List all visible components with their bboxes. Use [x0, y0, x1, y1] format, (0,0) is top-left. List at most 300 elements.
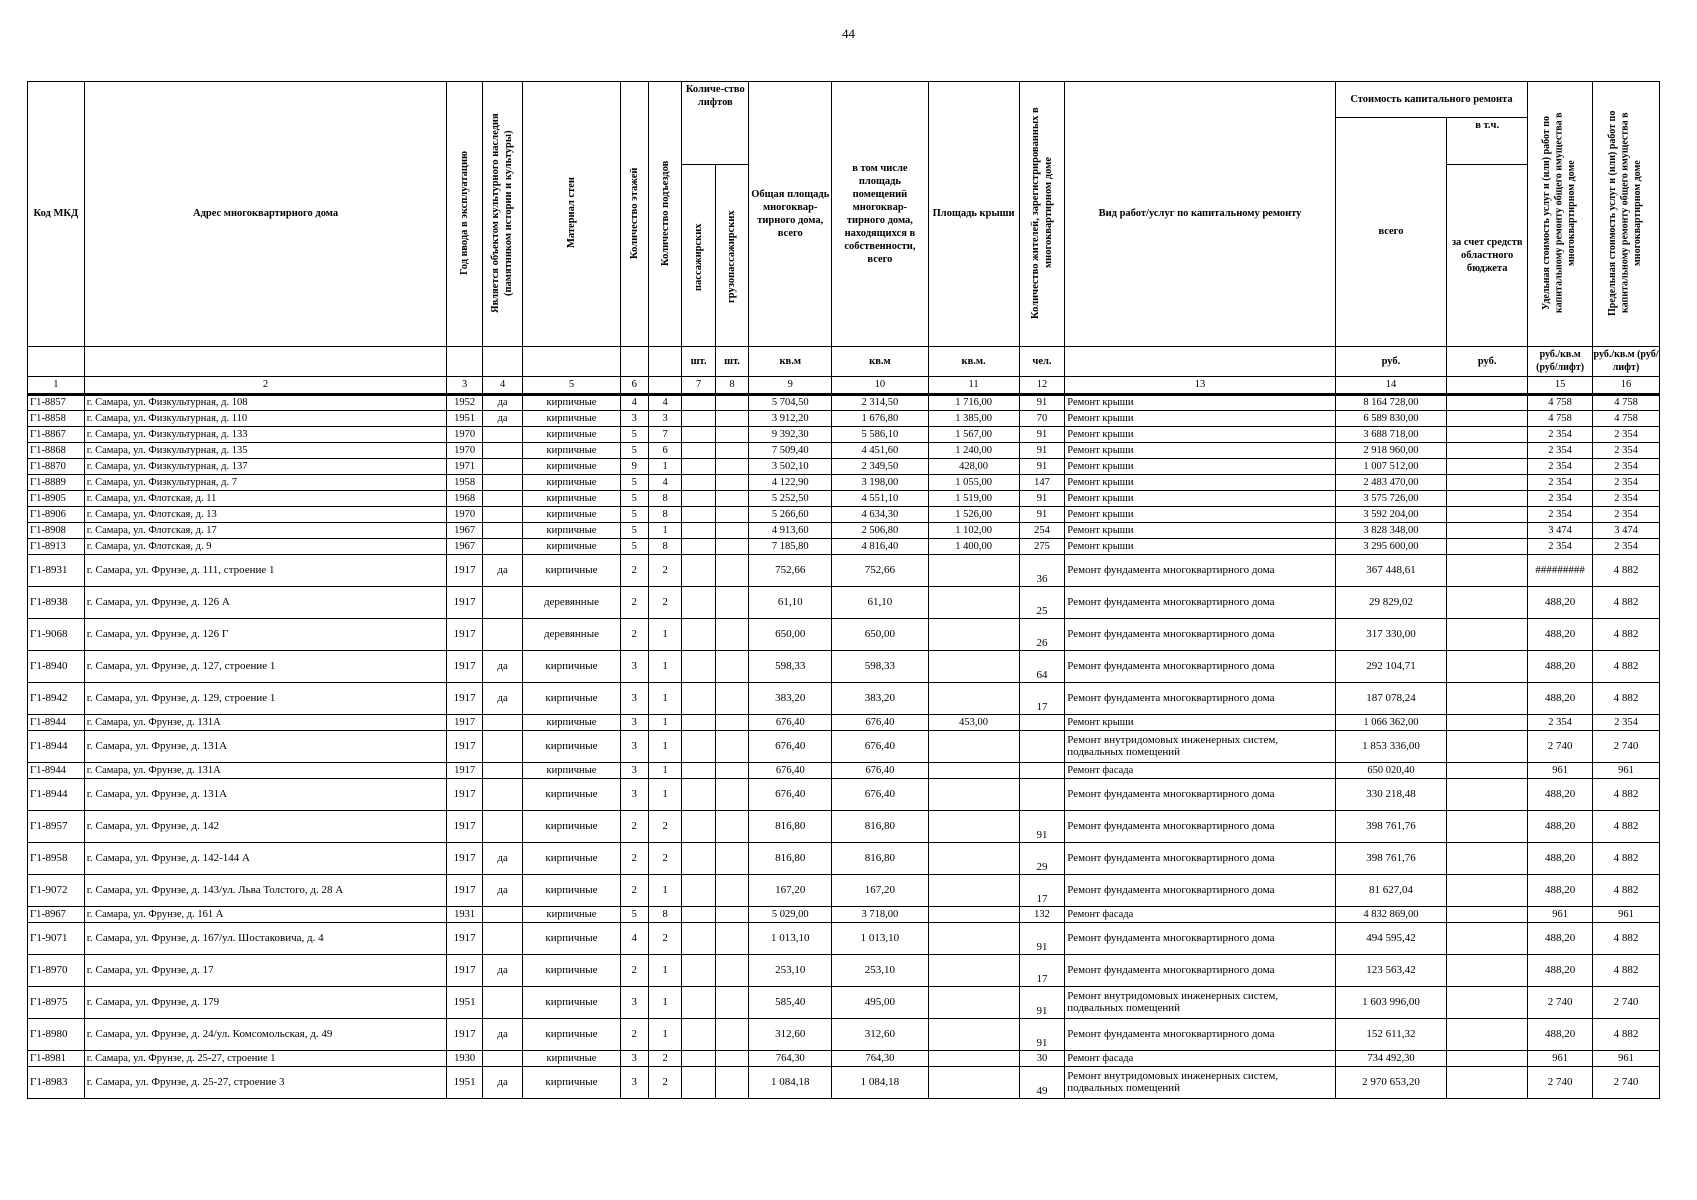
cell-address: г. Самара, ул. Фрунзе, д. 17: [84, 955, 447, 987]
table-row: [28, 507, 1660, 523]
cell-year: 1967: [447, 523, 482, 539]
cell-entrances: 1: [648, 619, 681, 651]
cell-residents: 254: [1019, 523, 1065, 539]
column-number: 4: [482, 377, 523, 395]
cell-code: Г1-8944: [28, 731, 85, 763]
cell-code: Г1-8944: [28, 715, 85, 731]
cell-limit-cost: 4 758: [1593, 411, 1660, 427]
cell-cost-total: 398 761,76: [1335, 843, 1446, 875]
table-row: [28, 459, 1660, 475]
cell-cost-total: 292 104,71: [1335, 651, 1446, 683]
cell-roof-area: [928, 555, 1019, 587]
column-number: 2: [84, 377, 447, 395]
cell-unit-cost: 488,20: [1528, 843, 1593, 875]
table-row: [28, 523, 1660, 539]
unit-roof-area: кв.м.: [928, 347, 1019, 377]
header-limit-cost: Предельная стоимость услуг и (или) работ по капитальному ремонту общего имущества в многоквартирном доме: [1593, 82, 1660, 347]
header-code: Код МКД: [28, 82, 85, 347]
cell-heritage: [482, 811, 523, 843]
cell-limit-cost: 4 758: [1593, 395, 1660, 411]
cell-lifts-freight: [715, 587, 748, 619]
cell-cost-total: 494 595,42: [1335, 923, 1446, 955]
cell-address: г. Самара, ул. Фрунзе, д. 126 Г: [84, 619, 447, 651]
cell-cost-regional: [1447, 427, 1528, 443]
cell-roof-area: [928, 683, 1019, 715]
cell-heritage: [482, 779, 523, 811]
cell-address: г. Самара, ул. Физкультурная, д. 110: [84, 411, 447, 427]
cell-heritage: [482, 923, 523, 955]
cell-limit-cost: 961: [1593, 1051, 1660, 1067]
cell-limit-cost: 4 882: [1593, 555, 1660, 587]
cell-lifts-passenger: [682, 411, 715, 427]
column-number: 16: [1593, 377, 1660, 395]
cell-code: Г1-8867: [28, 427, 85, 443]
cell-unit-cost: 2 740: [1528, 731, 1593, 763]
cell-material: деревянные: [523, 587, 620, 619]
cell-unit-cost: 3 474: [1528, 523, 1593, 539]
cell-lifts-passenger: [682, 619, 715, 651]
cell-roof-area: 1 240,00: [928, 443, 1019, 459]
cell-residents: 91: [1019, 1019, 1065, 1051]
cell-entrances: 1: [648, 459, 681, 475]
cell-heritage: [482, 427, 523, 443]
cell-heritage: да: [482, 843, 523, 875]
cell-heritage: да: [482, 1067, 523, 1099]
cell-cost-regional: [1447, 411, 1528, 427]
cell-owned-area: 752,66: [832, 555, 928, 587]
cell-owned-area: 764,30: [832, 1051, 928, 1067]
cell-cost-regional: [1447, 491, 1528, 507]
cell-entrances: 2: [648, 843, 681, 875]
cell-cost-total: 3 592 204,00: [1335, 507, 1446, 523]
cell-floors: 3: [620, 779, 648, 811]
column-number: 13: [1065, 377, 1335, 395]
unit-owned-area: кв.м: [832, 347, 928, 377]
cell-roof-area: [928, 763, 1019, 779]
cell-code: Г1-8906: [28, 507, 85, 523]
table-row: [28, 875, 1660, 907]
cell-roof-area: 1 716,00: [928, 395, 1019, 411]
table-row: [28, 1019, 1660, 1051]
cell-code: Г1-8970: [28, 955, 85, 987]
cell-limit-cost: 4 882: [1593, 875, 1660, 907]
cell-cost-regional: [1447, 619, 1528, 651]
cell-owned-area: 598,33: [832, 651, 928, 683]
cell-unit-cost: 2 354: [1528, 443, 1593, 459]
cell-cost-total: 6 589 830,00: [1335, 411, 1446, 427]
cell-address: г. Самара, ул. Фрунзе, д. 129, строение 1: [84, 683, 447, 715]
cell-work-type: Ремонт крыши: [1065, 411, 1335, 427]
cell-heritage: [482, 715, 523, 731]
cell-year: 1917: [447, 683, 482, 715]
cell-limit-cost: 4 882: [1593, 843, 1660, 875]
cell-roof-area: [928, 587, 1019, 619]
cell-unit-cost: 488,20: [1528, 587, 1593, 619]
cell-work-type: Ремонт крыши: [1065, 475, 1335, 491]
cell-lifts-freight: [715, 923, 748, 955]
cell-roof-area: [928, 779, 1019, 811]
cell-lifts-freight: [715, 875, 748, 907]
cell-unit-cost: 961: [1528, 763, 1593, 779]
cell-entrances: 1: [648, 715, 681, 731]
column-number: 7: [682, 377, 715, 395]
cell-residents: 91: [1019, 811, 1065, 843]
cell-residents: 275: [1019, 539, 1065, 555]
cell-residents: 91: [1019, 507, 1065, 523]
cell-work-type: Ремонт крыши: [1065, 491, 1335, 507]
cell-limit-cost: 4 882: [1593, 1019, 1660, 1051]
cell-cost-regional: [1447, 923, 1528, 955]
cell-year: 1951: [447, 1067, 482, 1099]
cell-cost-regional: [1447, 651, 1528, 683]
cell-address: г. Самара, ул. Физкультурная, д. 135: [84, 443, 447, 459]
table-row: [28, 587, 1660, 619]
cell-cost-regional: [1447, 1067, 1528, 1099]
cell-limit-cost: 4 882: [1593, 683, 1660, 715]
cell-roof-area: [928, 651, 1019, 683]
header-lifts-freight: грузопассажирских: [715, 165, 748, 347]
cell-cost-regional: [1447, 763, 1528, 779]
column-number: 5: [523, 377, 620, 395]
cell-year: 1951: [447, 411, 482, 427]
table-row: [28, 811, 1660, 843]
cell-roof-area: [928, 811, 1019, 843]
cell-entrances: 2: [648, 923, 681, 955]
cell-lifts-passenger: [682, 459, 715, 475]
capital-repair-table: [27, 81, 1660, 1099]
cell-floors: 4: [620, 395, 648, 411]
cell-work-type: Ремонт фундамента многоквартирного дома: [1065, 779, 1335, 811]
cell-roof-area: [928, 923, 1019, 955]
table-row: [28, 779, 1660, 811]
cell-cost-total: 734 492,30: [1335, 1051, 1446, 1067]
table-row: [28, 923, 1660, 955]
cell-material: кирпичные: [523, 459, 620, 475]
column-number: [648, 377, 681, 395]
cell-unit-cost: 2 354: [1528, 427, 1593, 443]
cell-work-type: Ремонт фундамента многоквартирного дома: [1065, 923, 1335, 955]
cell-entrances: 8: [648, 491, 681, 507]
cell-floors: 5: [620, 523, 648, 539]
cell-total-area: 9 392,30: [749, 427, 832, 443]
cell-entrances: 8: [648, 907, 681, 923]
cell-total-area: 7 509,40: [749, 443, 832, 459]
cell-roof-area: 1 526,00: [928, 507, 1019, 523]
cell-owned-area: 2 349,50: [832, 459, 928, 475]
cell-cost-regional: [1447, 907, 1528, 923]
cell-address: г. Самара, ул. Флотская, д. 17: [84, 523, 447, 539]
cell-residents: 30: [1019, 1051, 1065, 1067]
column-number: [1447, 377, 1528, 395]
cell-floors: 3: [620, 987, 648, 1019]
cell-material: кирпичные: [523, 1051, 620, 1067]
cell-owned-area: 61,10: [832, 587, 928, 619]
cell-owned-area: 816,80: [832, 811, 928, 843]
cell-residents: 17: [1019, 875, 1065, 907]
cell-entrances: 6: [648, 443, 681, 459]
cell-cost-regional: [1447, 523, 1528, 539]
cell-address: г. Самара, ул. Фрунзе, д. 131А: [84, 763, 447, 779]
cell-floors: 5: [620, 427, 648, 443]
cell-total-area: 312,60: [749, 1019, 832, 1051]
cell-heritage: [482, 491, 523, 507]
cell-limit-cost: 4 882: [1593, 955, 1660, 987]
cell-total-area: 4 122,90: [749, 475, 832, 491]
cell-entrances: 3: [648, 411, 681, 427]
cell-code: Г1-8957: [28, 811, 85, 843]
cell-residents: [1019, 731, 1065, 763]
cell-floors: 2: [620, 843, 648, 875]
cell-floors: 3: [620, 715, 648, 731]
cell-address: г. Самара, ул. Фрунзе, д. 142: [84, 811, 447, 843]
cell-lifts-freight: [715, 475, 748, 491]
cell-address: г. Самара, ул. Фрунзе, д. 25-27, строение 1: [84, 1051, 447, 1067]
cell-work-type: Ремонт крыши: [1065, 395, 1335, 411]
table-row: [28, 1051, 1660, 1067]
cell-cost-total: 1 603 996,00: [1335, 987, 1446, 1019]
table-row: [28, 955, 1660, 987]
cell-heritage: да: [482, 555, 523, 587]
cell-cost-regional: [1447, 779, 1528, 811]
cell-year: 1970: [447, 443, 482, 459]
cell-lifts-freight: [715, 651, 748, 683]
cell-unit-cost: 488,20: [1528, 923, 1593, 955]
cell-cost-total: 367 448,61: [1335, 555, 1446, 587]
cell-cost-regional: [1447, 539, 1528, 555]
cell-unit-cost: 2 354: [1528, 539, 1593, 555]
cell-roof-area: [928, 619, 1019, 651]
cell-owned-area: 4 451,60: [832, 443, 928, 459]
cell-cost-regional: [1447, 683, 1528, 715]
cell-work-type: Ремонт фундамента многоквартирного дома: [1065, 555, 1335, 587]
cell-work-type: Ремонт фасада: [1065, 763, 1335, 779]
cell-lifts-passenger: [682, 395, 715, 411]
cell-material: кирпичные: [523, 523, 620, 539]
cell-work-type: Ремонт крыши: [1065, 539, 1335, 555]
cell-material: кирпичные: [523, 955, 620, 987]
cell-total-area: 650,00: [749, 619, 832, 651]
cell-address: г. Самара, ул. Фрунзе, д. 127, строение 1: [84, 651, 447, 683]
header-owned-area: в том числе площадь помещений многоквар-тирного дома, находящихся в собственности, всего: [832, 82, 928, 347]
cell-owned-area: 3 198,00: [832, 475, 928, 491]
cell-material: кирпичные: [523, 683, 620, 715]
cell-material: кирпичные: [523, 923, 620, 955]
cell-code: Г1-9072: [28, 875, 85, 907]
cell-residents: 17: [1019, 955, 1065, 987]
cell-entrances: 2: [648, 555, 681, 587]
cell-lifts-freight: [715, 523, 748, 539]
cell-material: кирпичные: [523, 443, 620, 459]
cell-unit-cost: 488,20: [1528, 779, 1593, 811]
cell-limit-cost: 4 882: [1593, 811, 1660, 843]
column-numbers-row: [28, 377, 1660, 395]
cell-cost-total: 3 828 348,00: [1335, 523, 1446, 539]
cell-lifts-freight: [715, 987, 748, 1019]
table-row: [28, 1067, 1660, 1099]
cell-material: кирпичные: [523, 427, 620, 443]
header-floors: Количество этажей: [620, 82, 648, 347]
cell-roof-area: 1 567,00: [928, 427, 1019, 443]
cell-floors: 5: [620, 475, 648, 491]
cell-owned-area: 5 586,10: [832, 427, 928, 443]
cell-heritage: [482, 523, 523, 539]
cell-roof-area: [928, 843, 1019, 875]
cell-address: г. Самара, ул. Флотская, д. 11: [84, 491, 447, 507]
cell-unit-cost: 2 740: [1528, 987, 1593, 1019]
cell-roof-area: [928, 907, 1019, 923]
header-heritage: Является объектом культурного наследия (памятником истории и культуры): [482, 82, 523, 347]
cell-work-type: Ремонт крыши: [1065, 427, 1335, 443]
column-number: 9: [749, 377, 832, 395]
cell-limit-cost: 2 354: [1593, 443, 1660, 459]
table-row: [28, 683, 1660, 715]
cell-limit-cost: 2 354: [1593, 427, 1660, 443]
cell-limit-cost: 2 354: [1593, 715, 1660, 731]
cell-heritage: [482, 587, 523, 619]
cell-residents: 147: [1019, 475, 1065, 491]
cell-cost-total: 4 832 869,00: [1335, 907, 1446, 923]
cell-floors: 5: [620, 907, 648, 923]
cell-roof-area: [928, 955, 1019, 987]
cell-address: г. Самара, ул. Физкультурная, д. 7: [84, 475, 447, 491]
cell-code: Г1-8958: [28, 843, 85, 875]
cell-material: кирпичные: [523, 411, 620, 427]
table-row: [28, 491, 1660, 507]
cell-floors: 2: [620, 619, 648, 651]
cell-residents: 91: [1019, 491, 1065, 507]
cell-code: Г1-8870: [28, 459, 85, 475]
cell-work-type: Ремонт фундамента многоквартирного дома: [1065, 811, 1335, 843]
cell-floors: 3: [620, 651, 648, 683]
cell-year: 1917: [447, 587, 482, 619]
cell-year: 1917: [447, 843, 482, 875]
cell-owned-area: 4 634,30: [832, 507, 928, 523]
cell-year: 1917: [447, 875, 482, 907]
cell-address: г. Самара, ул. Фрунзе, д. 161 А: [84, 907, 447, 923]
cell-lifts-freight: [715, 491, 748, 507]
cell-code: Г1-8944: [28, 763, 85, 779]
cell-year: 1917: [447, 811, 482, 843]
cell-lifts-freight: [715, 955, 748, 987]
cell-residents: [1019, 715, 1065, 731]
cell-code: Г1-8975: [28, 987, 85, 1019]
cell-total-area: 764,30: [749, 1051, 832, 1067]
cell-year: 1968: [447, 491, 482, 507]
cell-floors: 9: [620, 459, 648, 475]
header-cost: Стоимость капитального ремонта: [1335, 82, 1527, 118]
cell-lifts-freight: [715, 843, 748, 875]
cell-roof-area: 1 055,00: [928, 475, 1019, 491]
header-roof-area: Площадь крыши: [928, 82, 1019, 347]
cell-floors: 3: [620, 683, 648, 715]
cell-year: 1970: [447, 507, 482, 523]
cell-work-type: Ремонт фасада: [1065, 907, 1335, 923]
page-number: 44: [842, 26, 855, 41]
cell-owned-area: 495,00: [832, 987, 928, 1019]
cell-heritage: да: [482, 411, 523, 427]
cell-unit-cost: 488,20: [1528, 1019, 1593, 1051]
cell-cost-regional: [1447, 875, 1528, 907]
cell-entrances: 1: [648, 683, 681, 715]
column-number: 10: [832, 377, 928, 395]
cell-cost-total: 2 918 960,00: [1335, 443, 1446, 459]
cell-lifts-freight: [715, 763, 748, 779]
table-row: [28, 731, 1660, 763]
cell-lifts-freight: [715, 539, 748, 555]
cell-owned-area: 2 314,50: [832, 395, 928, 411]
cell-owned-area: 4 551,10: [832, 491, 928, 507]
cell-code: Г1-8913: [28, 539, 85, 555]
cell-unit-cost: 2 354: [1528, 475, 1593, 491]
cell-roof-area: [928, 731, 1019, 763]
cell-cost-regional: [1447, 715, 1528, 731]
cell-total-area: 816,80: [749, 811, 832, 843]
cell-address: г. Самара, ул. Физкультурная, д. 133: [84, 427, 447, 443]
cell-floors: 2: [620, 587, 648, 619]
cell-cost-total: 650 020,40: [1335, 763, 1446, 779]
cell-address: г. Самара, ул. Физкультурная, д. 108: [84, 395, 447, 411]
column-number: 11: [928, 377, 1019, 395]
cell-total-area: 167,20: [749, 875, 832, 907]
cell-residents: 91: [1019, 923, 1065, 955]
cell-roof-area: 1 519,00: [928, 491, 1019, 507]
cell-heritage: да: [482, 955, 523, 987]
column-number: 1: [28, 377, 85, 395]
cell-cost-regional: [1447, 843, 1528, 875]
cell-code: Г1-8942: [28, 683, 85, 715]
cell-roof-area: 1 400,00: [928, 539, 1019, 555]
cell-floors: 2: [620, 555, 648, 587]
cell-cost-total: 8 164 728,00: [1335, 395, 1446, 411]
cell-roof-area: 428,00: [928, 459, 1019, 475]
cell-cost-regional: [1447, 555, 1528, 587]
cell-lifts-passenger: [682, 731, 715, 763]
cell-owned-area: 676,40: [832, 715, 928, 731]
cell-owned-area: 167,20: [832, 875, 928, 907]
cell-lifts-passenger: [682, 811, 715, 843]
cell-heritage: да: [482, 1019, 523, 1051]
cell-total-area: 676,40: [749, 731, 832, 763]
cell-entrances: 1: [648, 955, 681, 987]
table-row: [28, 843, 1660, 875]
unit-residents: чел.: [1019, 347, 1065, 377]
cell-floors: 4: [620, 923, 648, 955]
cell-material: деревянные: [523, 619, 620, 651]
cell-cost-total: 187 078,24: [1335, 683, 1446, 715]
cell-address: г. Самара, ул. Физкультурная, д. 137: [84, 459, 447, 475]
cell-year: 1917: [447, 923, 482, 955]
column-number: 8: [715, 377, 748, 395]
cell-lifts-freight: [715, 619, 748, 651]
cell-lifts-freight: [715, 1067, 748, 1099]
cell-floors: 2: [620, 811, 648, 843]
cell-material: кирпичные: [523, 395, 620, 411]
cell-floors: 2: [620, 875, 648, 907]
cell-total-area: 5 704,50: [749, 395, 832, 411]
cell-total-area: 676,40: [749, 763, 832, 779]
column-number: 3: [447, 377, 482, 395]
cell-cost-regional: [1447, 507, 1528, 523]
cell-lifts-freight: [715, 443, 748, 459]
cell-lifts-freight: [715, 779, 748, 811]
cell-floors: 3: [620, 411, 648, 427]
cell-lifts-passenger: [682, 1051, 715, 1067]
cell-total-area: 676,40: [749, 715, 832, 731]
cell-cost-regional: [1447, 475, 1528, 491]
cell-year: 1971: [447, 459, 482, 475]
cell-unit-cost: 2 740: [1528, 1067, 1593, 1099]
cell-address: г. Самара, ул. Фрунзе, д. 131А: [84, 779, 447, 811]
